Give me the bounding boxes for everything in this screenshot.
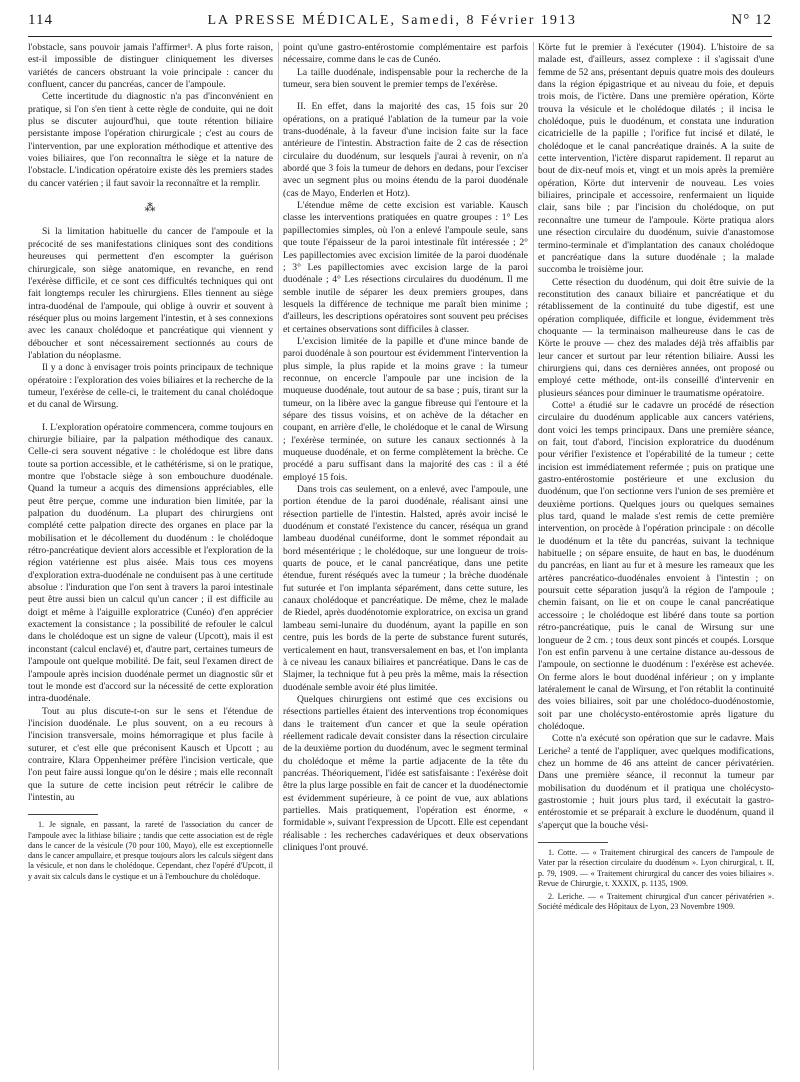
footnote-rule xyxy=(538,842,608,843)
paragraph: L'excision limitée de la papille et d'une mince bande de paroi duodénale à son pourtour est évidemment l'intervention la plus simple, la plus rapide et la moins grave : la tumeur reconnue, on encercle l'ampoule par une incision de la muqueuse duodénale, tout autour de sa base ; puis, tirant sur la tumeur, on la libère avec la gangue fibreuse qui l'entoure et la sépare des tissus voisins, et on achève de la détacher en coupant, en arrière d'elle, le cholédoque et le canal de Wirsung ; l'exérèse terminée, on suture les canaux sectionnés à la muqueuse duodénale, et on ferme complètement la brèche. Ce procédé a paru suffisant dans la majorité des cas : il a été employé 15 fois. xyxy=(283,335,528,483)
footnote: 1. Je signale, en passant, la rareté de l'association du cancer de l'ampoule avec la lithiase biliaire ; tandis que cette association est de règle dans le cancer de la vésicule (70 pour 100, Mayo), elle est exceptionnelle dans le cancer ampullaire, et presque toujours alors les calculs siègent dans la vésicule, et non dans le cholédoque. Cependant, chez l'opéré d'Upcott, il y avait six calculs dans le cystique et un à l'embouchure du cholédoque. xyxy=(28,820,273,881)
footnote-rule xyxy=(28,814,98,815)
page-number: 114 xyxy=(28,12,53,28)
footnote: 1. Cotte. — « Traitement chirurgical des cancers de l'ampoule de Vater par la résection circulaire du duodénum ». Lyon chirurgical, t. II, p. 79, 1909. — « Traitement chirurgical du cancer des voies biliaires ». Revue de Chirurgie, t. XXXIX, p. 1135, 1909. xyxy=(538,848,774,888)
paragraph: Il y a donc à envisager trois points principaux de technique opératoire : l'exploration des voies biliaires et la recherche de la tumeur, l'exérèse de celle-ci, le traitement du canal cholédoque et du canal de Wirsung. xyxy=(28,362,273,411)
paragraph: I. L'exploration opératoire commencera, comme toujours en chirurgie biliaire, par la palpation méthodique des canaux. Celle-ci sera souvent négative : le cholédoque est libre dans toute sa portion accessible, et le cathétérisme, si on le pratique, montre que l'obstacle siège à son embouchure duodénale. Quand la tumeur a acquis des dimensions appréciables, elle peut être perçue, comme une induration bien limitée, par la palpation du duodénum. La plupart des chirurgiens ont complété cette palpation directe des organes en place par la mobilisation et le décollement du duodénum : le cholédoque rétro-pancréatique devient alors accessible et l'exploration de la région vatérienne est plus aisée. Mais tous ces moyens d'exploration extra-duodénale ne conduisent pas à une certitude absolue : l'induration que l'on sent à travers la paroi intestinale peut être aussi bien un calcul qu'un cancer ; il est difficile au doigt et même à l'aiguille exploratrice (Cunéo) d'en apprécier exactement la consistance ; la possibilité de refouler le calcul dans le cholédoque est un signe de valeur (Upcott), mais il est inconstant (calcul enclavé) et, d'autre part, certaines tumeurs de l'ampoule ont quelque mobilité. De fait, seul l'examen direct de l'ampoule après incision duodénale permet un diagnostic sûr et tout le monde est d'accord sur la nécessité de cette exploration intra-duodénale. xyxy=(28,421,273,705)
paragraph: Si la limitation habituelle du cancer de l'ampoule et la précocité de ses manifestations cliniques sont des conditions heureuses qui permettent d'en escompter la guérison chirurgicale, son siège anatomique, en revanche, en rend l'exérèse difficile, et ce sont ces difficultés techniques qui ont fait longtemps reculer les chirurgiens. Elles tiennent au siège intra-duodénal de l'ampoule, qui oblige à ouvrir et souvent à réséquer plus ou moins largement l'intestin, et à ses connexions avec les canaux cholédoque et pancréatique qui viennent y déboucher et sont nécessairement sectionnés au cours de l'ablation du néoplasme. xyxy=(28,226,273,361)
journal-title: LA PRESSE MÉDICALE, Samedi, 8 Février 1913 xyxy=(207,13,577,28)
paragraph: Körte fut le premier à l'exécuter (1904). L'histoire de sa malade est, d'ailleurs, assez complexe : il s'agissait d'une femme de 52 ans, présentant depuis quatre mois des douleurs dans la région épigastrique et au niveau du foie, et depuis trois mois, de l'ictère. Dans une première opération, Körte trouva la vésicule et le cholédoque dilatés ; il incisa le cholédoque, puis le duodénum, et constata une induration cicatricielle de la papille ; l'orifice fut incisé et dilaté, le cholédoque et le canal pancréatique drainés. A la suite de cette intervention, l'ictère disparut rapidement. Il reparut au bout de dix-neuf mois et, vingt et un mois après la première opération, Körte dut intervenir de nouveau. Les voies biliaires, principale et accessoire, renfermaient un liquide clair, sans bile ; par l'incision du cholédoque, on put reconnaître une tumeur de l'ampoule. Körte pratiqua alors une résection circulaire du duodénum, suivie d'anastomose termino-terminale et d'implantation des canaux cholédoque et pancréatique dans la suture duodénale ; la malade succomba le troisième jour. xyxy=(538,42,774,276)
column-3 xyxy=(538,42,774,1074)
asterism-divider: ⁂ xyxy=(144,202,157,215)
page-header xyxy=(28,12,772,34)
paragraph: point qu'une gastro-entérostomie complémentaire est parfois nécessaire, comme dans le cas de Cunéo. xyxy=(283,42,528,66)
paragraph: Quelques chirurgiens ont estimé que ces excisions ou résections partielles étaient des interventions trop économiques dans le traitement d'un cancer et que la seule opération réellement radicale devait consister dans la résection circulaire de la deuxième portion du duodénum, avec le segment terminal du cholédoque et même la partie adjacente de la tête du pancréas. Théoriquement, l'idée est satisfaisante : l'exérèse doit être la plus large possible en fait de cancer et la duodénectomie est évidemment supérieure, à ce point de vue, aux ablations partielles. Mais pratiquement, l'opération est énorme, « formidable », suivant l'expression de Upcott. Elle est cependant réalisable : les recherches cadavériques et deux observations cliniques l'ont prouvé. xyxy=(283,693,528,853)
paragraph: Tout au plus discute-t-on sur le sens et l'étendue de l'incision duodénale. Le plus souvent, on a eu recours à l'incision transversale, moins hémorragique et plus facile à suturer, et c'est elle que préconisent Kausch et Upcott ; au contraire, Klara Oppenheimer préfère l'incision verticale, que l'on peut faire aussi longue qu'on le désire ; mais elle reconnaît que la suture de cette incision peut rétrécir le calibre de l'intestin, au xyxy=(28,705,273,803)
paragraph: II. En effet, dans la majorité des cas, 15 fois sur 20 opérations, on a pratiqué l'ablation de la tumeur par la voie trans-duodénale, à la faveur d'une incision faite sur la face antérieure de l'intestin. Abstraction faite de 2 cas de résection circulaire du duodénum, sur lesquels j'aurai à revenir, on n'a abordé que 3 fois la tumeur de dehors en dedans, pour l'exciser avec un segment plus ou moins étendu de la paroi duodénale (cas de Mayo, Enderlen et Hotz). xyxy=(283,101,528,199)
footnote: 2. Leriche. — « Traitement chirurgical d'un cancer périvatérien ». Société médicale des Hôpitaux de Lyon, 23 Novembre 1909. xyxy=(538,892,774,912)
paragraph: Cette incertitude du diagnostic n'a pas d'inconvénient en pratique, si l'on s'en tient à cette règle de conduite, qui ne doit plus se discuter aujourd'hui, que toute rétention biliaire persistante impose l'opération chirurgicale ; c'est au cours de l'intervention, par une exploration méthodique et attentive des voies biliaires, que l'on reconnaîtra le siège et la nature de l'obstacle. L'indication opératoire existe dès les premiers stades du cancer vatérien ; il faut savoir la reconnaître et la remplir. xyxy=(28,91,273,189)
paragraph: Dans trois cas seulement, on a enlevé, avec l'ampoule, une portion étendue de la paroi duodénale, réalisant ainsi une résection partielle de l'intestin. Halsted, après avoir incisé le duodénum et constaté l'existence du cancer, réséqua un grand lambeau duodénal cunéiforme, dont le sommet répondait au bord mésentérique ; le cholédoque, sur une longueur de trois-quarts de pouce, et le canal pancréatique, dans une petite étendue, furent réséqués avec la tumeur ; la brèche duodénale fut suturée et l'on implanta séparément, dans cette suture, les canaux cholédoque et pancréatique. De même, chez le malade de Riedel, après duodénotomie exploratrice, on excisa un grand lambeau semi-lunaire du duodénum, ayant la papille en son centre, puis les bords de la perte de substance furent suturés, verticalement en haut, transversalement en bas, et l'on implanta à ce niveau les canaux biliaires et pancréatique. Dans le cas de Slajmer, la technique fut à peu près la même, mais la résection duodénale semble avoir été plus limitée. xyxy=(283,484,528,693)
paragraph: Cotte n'a exécuté son opération que sur le cadavre. Mais Leriche² a tenté de l'appliquer, avec quelques modifications, chez un homme de 46 ans atteint de cancer périvatérien. Dans une première séance, il reconnut la tumeur par mobilisation du duodénum et il pratiqua une cholécysto-gastrostomie ; huit jours plus tard, il exécutait la gastro-entérostomie et se préparait à exclure le duodénum, quand il s'aperçut que la bouche vési- xyxy=(538,733,774,831)
paragraph: l'obstacle, sans pouvoir jamais l'affirmer¹. A plus forte raison, est-il impossible de distinguer cliniquement les diverses variétés de cancers obstruant la voie principale : cancer du confluent, cancer du pancréas, cancer de l'ampoule. xyxy=(28,42,273,91)
paragraph: La taille duodénale, indispensable pour la recherche de la tumeur, sera bien souvent le premier temps de l'exérèse. xyxy=(283,66,528,91)
paragraph: Cette résection du duodénum, qui doit être suivie de la reconstitution des canaux biliaire et pancréatique et du rétablissement de la continuité du tube digestif, est une opération compliquée, difficile et longue, évidemment très choquante — la terminaison malheureuse dans le cas de Körte le prouve — chez des malades déjà très affaiblis par leur cancer et surtout par leur rétention biliaire. Aussi les chirurgiens qui, dans ces dernières années, ont proposé ou employé cette méthode, ont-ils conseillé d'intervenir en plusieurs séances pour diminuer le traumatisme opératoire. xyxy=(538,276,774,399)
issue-number: N° 12 xyxy=(731,12,772,28)
column-2 xyxy=(283,42,528,1074)
paragraph: Cotte¹ a étudié sur le cadavre un procédé de résection circulaire du duodénum applicable aux cancers vatériens, dont voici les temps principaux. Dans une première séance, on fait, tout d'abord, l'incision exploratrice du duodénum pour vérifier l'existence et l'opérabilité de la tumeur ; cette incision est immédiatement refermée ; puis on pratique une gastro-entérostomie postérieure et une exclusion du duodénum, que l'on sectionne vers l'union de ses première et deuxième portions. Quelques jours ou quelques semaines plus tard, quand le malade s'est remis de cette première intervention, on procède à l'opération principale : on décolle le duodénum et la tête du pancréas, suivant la technique habituelle ; on sépare ensuite, de haut en bas, le duodénum du pancréas, en liant au fur et à mesure les rameaux que les artères pancréatico-duodénales envoient à l'intestin ; on poursuit cette séparation jusqu'à la région de l'ampoule ; chemin faisant, on lie et on coupe le canal pancréatique accessoire ; le cholédoque est libéré dans toute sa portion rétro-pancréatique, puis le canal de Wirsung sur une longueur de 2 cm. ; tous deux sont pincés et coupés. Lorsque l'on est enfin parvenu à une certaine distance au-dessous de l'ampoule, on sectionne le duodénum : l'exérèse est achevée. On ferme alors le bout duodénal inférieur ; on y implante latéralement le canal de Wirsung, et l'on rétablit la continuité des voies biliaires, soit par une cholédoco-duodénostomie, soit par une cholécysto-entérostomie après ligature du cholédoque. xyxy=(538,399,774,732)
column-1 xyxy=(28,42,273,1074)
paragraph: L'étendue même de cette excision est variable. Kausch classe les interventions pratiquées en quatre groupes : 1° Les papillectomies simples, où l'on a enlevé l'ampoule seule, sans que toute l'épaisseur de la paroi intestinale fût intéressée ; 2° Les papillectomies avec excision limitée de la paroi duodénale ; 3° Les papillectomies avec excision large de la paroi duodénale ; 4° Les résections circulaires du duodénum. Il me semble inutile de séparer les deux premiers groupes, dans lesquels la différence de technique me paraît bien minime ; d'ailleurs, les descriptions opératoires sont souvent peu précises et certaines observations sont difficiles à classer. xyxy=(283,200,528,335)
column-separator xyxy=(533,42,534,1070)
header-rule xyxy=(28,36,772,37)
column-separator xyxy=(278,42,279,1070)
